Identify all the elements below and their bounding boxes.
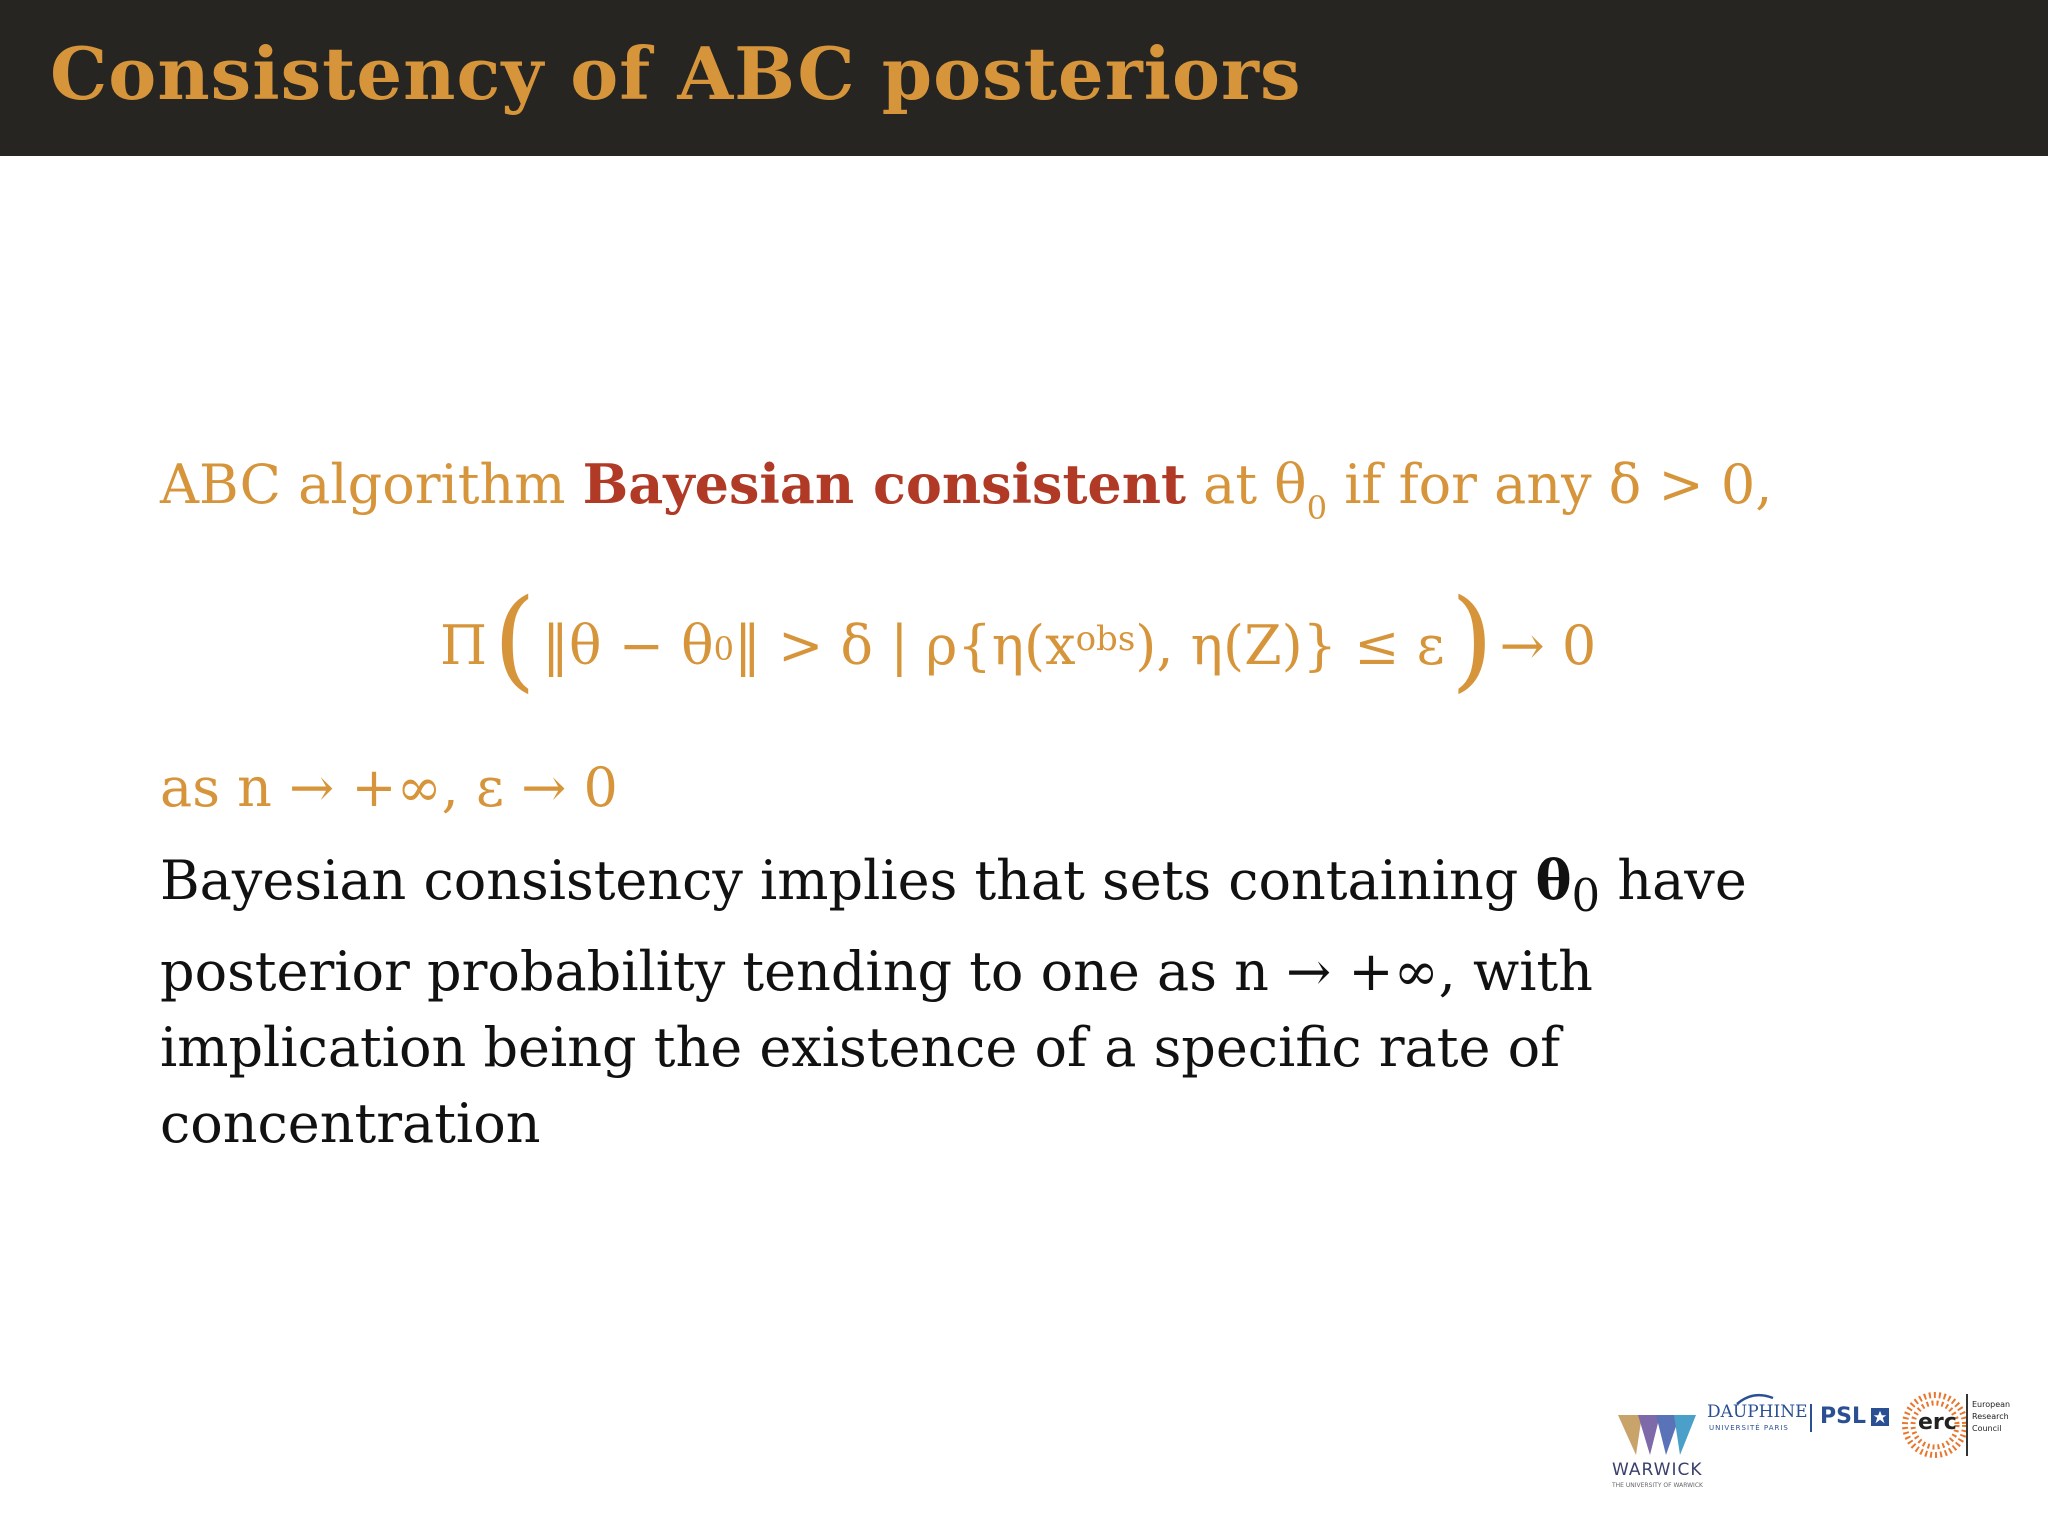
- formula-pi: Π: [440, 613, 488, 677]
- formula-part1: ‖θ − θ: [542, 613, 714, 677]
- erc-logo: [1900, 1390, 2020, 1460]
- slide-title: Consistency of ABC posteriors: [50, 31, 1302, 116]
- erc-label: erc: [1918, 1410, 1957, 1435]
- formula-close-paren: ): [1450, 575, 1494, 703]
- body-line-3: implication being the existence of a specific rate of: [160, 1015, 1561, 1079]
- formula-part2: ‖ > δ | ρ{η(x: [733, 613, 1076, 677]
- body-theta: θ: [1535, 848, 1572, 912]
- definition-emphasis: Bayesian consistent: [582, 452, 1186, 516]
- psl-star-icon: [1871, 1408, 1889, 1426]
- erc-text-3: Council: [1972, 1424, 2002, 1433]
- warwick-emblem-icon: [1600, 1410, 1710, 1460]
- definition-rest: if for any δ > 0,: [1327, 453, 1773, 516]
- body-line-1b: have: [1600, 849, 1747, 912]
- as-line: as n → +∞, ε → 0: [160, 756, 618, 819]
- formula-open-paren: (: [493, 575, 537, 703]
- body-theta-sub: 0: [1571, 868, 1601, 922]
- formula-sup-obs: obs: [1075, 619, 1136, 659]
- formula-sub0: 0: [713, 630, 734, 668]
- logo-divider: [1810, 1404, 1812, 1432]
- title-bar: [0, 0, 2048, 156]
- psl-label: PSL: [1820, 1404, 1866, 1429]
- warwick-label: WARWICK: [1612, 1460, 1703, 1480]
- definition-prefix: ABC algorithm: [160, 453, 583, 516]
- erc-text-2: Research: [1972, 1412, 2009, 1421]
- definition-at: at θ: [1185, 453, 1307, 516]
- erc-divider: [1966, 1394, 1968, 1456]
- erc-text-1: European: [1972, 1400, 2011, 1409]
- body-line-4: concentration: [160, 1091, 541, 1155]
- definition-line: [160, 452, 1773, 527]
- footer-logos: [1580, 1380, 2020, 1500]
- formula-arrow: → 0: [1499, 613, 1597, 677]
- formula-part3: ), η(Z)} ≤ ε: [1135, 613, 1445, 677]
- body-line-2: posterior probability tending to one as n → +∞, with: [160, 939, 1593, 1003]
- dauphine-label: DAUPHINE: [1707, 1402, 1808, 1422]
- definition-subscript: 0: [1306, 488, 1328, 527]
- body-line-1a: Bayesian consistency implies that sets containing: [160, 849, 1536, 912]
- warwick-sublabel: THE UNIVERSITY OF WARWICK: [1612, 1482, 1703, 1489]
- dauphine-sublabel: UNIVERSITÉ PARIS: [1709, 1424, 1789, 1432]
- warwick-logo: [1600, 1410, 1710, 1500]
- body-text: [160, 842, 1780, 1162]
- dauphine-psl-logo: [1695, 1380, 1895, 1440]
- body-line-1: [160, 842, 1780, 934]
- consistency-formula: [440, 575, 1597, 703]
